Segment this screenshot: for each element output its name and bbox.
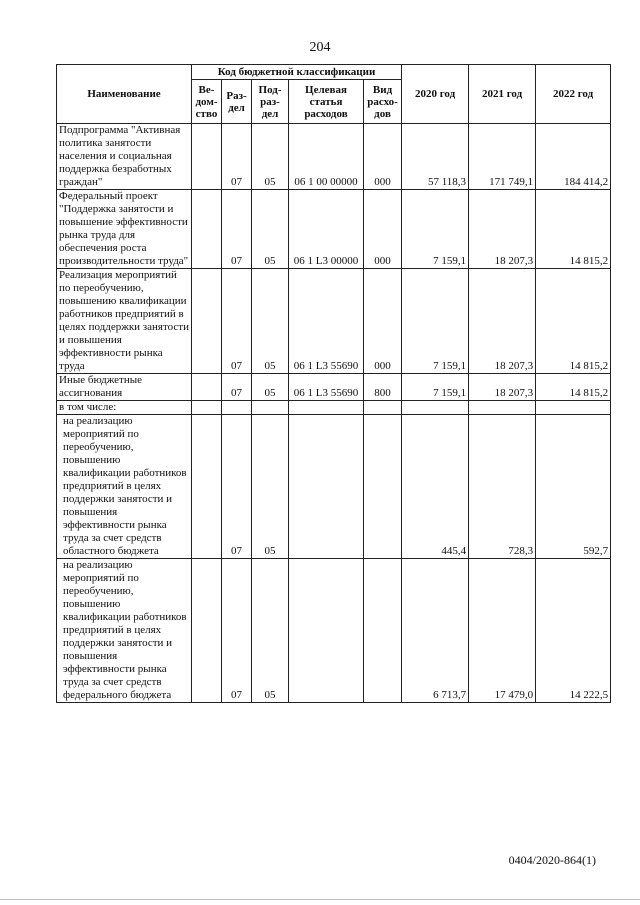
row-podrazdel: 05 — [252, 415, 289, 559]
row-vedomstvo — [192, 401, 222, 415]
row-2022: 14 815,2 — [536, 190, 611, 269]
budget-table — [56, 64, 611, 703]
row-2022: 14 815,2 — [536, 269, 611, 374]
row-podrazdel: 05 — [252, 269, 289, 374]
header-2020: 2020 год — [402, 65, 469, 124]
row-podrazdel — [252, 401, 289, 415]
row-celevaya — [289, 401, 364, 415]
row-vid: 000 — [364, 124, 402, 190]
row-name: Федеральный проект "Поддержка занятости и повышение эффективности рынка труда для обеспечения роста производительности труда" — [57, 190, 192, 269]
row-2020: 445,4 — [402, 415, 469, 559]
header-2021: 2021 год — [469, 65, 536, 124]
row-2021: 17 479,0 — [469, 559, 536, 703]
row-name: Иные бюджетные ассигнования — [57, 374, 192, 401]
row-podrazdel: 05 — [252, 559, 289, 703]
row-podrazdel: 05 — [252, 124, 289, 190]
row-razdel — [222, 401, 252, 415]
header-name: Наименование — [57, 65, 192, 124]
table-row — [57, 559, 611, 703]
row-2020: 7 159,1 — [402, 374, 469, 401]
row-2022: 14 815,2 — [536, 374, 611, 401]
row-vid — [364, 401, 402, 415]
table-row — [57, 415, 611, 559]
row-2020: 57 118,3 — [402, 124, 469, 190]
header-vedomstvo: Ве- дом- ство — [192, 80, 222, 124]
row-2022: 592,7 — [536, 415, 611, 559]
row-2021: 728,3 — [469, 415, 536, 559]
row-razdel: 07 — [222, 374, 252, 401]
row-2020: 7 159,1 — [402, 269, 469, 374]
table-row — [57, 374, 611, 401]
row-vid: 000 — [364, 190, 402, 269]
row-2020: 6 713,7 — [402, 559, 469, 703]
row-name: в том числе: — [57, 401, 192, 415]
row-2022: 184 414,2 — [536, 124, 611, 190]
row-vedomstvo — [192, 190, 222, 269]
header-2022: 2022 год — [536, 65, 611, 124]
table-row — [57, 190, 611, 269]
table-row — [57, 401, 611, 415]
header-code-group: Код бюджетной классификации — [192, 65, 402, 80]
row-name: Реализация мероприятий по переобучению, повышению квалификации работников предприятий в целях поддержки занятости и повышения эффективности рынка труда — [57, 269, 192, 374]
row-vedomstvo — [192, 374, 222, 401]
row-celevaya — [289, 415, 364, 559]
row-celevaya: 06 1 L3 55690 — [289, 374, 364, 401]
row-razdel: 07 — [222, 415, 252, 559]
header-podrazdel: Под- раз- дел — [252, 80, 289, 124]
row-2020: 7 159,1 — [402, 190, 469, 269]
page-bottom-divider — [0, 899, 640, 900]
row-name: на реализацию мероприятий по переобучению, повышению квалификации работников предприятий в целях поддержки занятости и повышения эффективности рынка труда за счет средств федерального бюджета — [57, 559, 192, 703]
row-2021: 18 207,3 — [469, 374, 536, 401]
row-2020 — [402, 401, 469, 415]
row-vedomstvo — [192, 415, 222, 559]
row-razdel: 07 — [222, 124, 252, 190]
row-vedomstvo — [192, 269, 222, 374]
table-row — [57, 124, 611, 190]
header-razdel: Раз- дел — [222, 80, 252, 124]
row-celevaya: 06 1 L3 00000 — [289, 190, 364, 269]
row-razdel: 07 — [222, 269, 252, 374]
row-celevaya: 06 1 00 00000 — [289, 124, 364, 190]
row-2021: 18 207,3 — [469, 269, 536, 374]
row-vedomstvo — [192, 559, 222, 703]
row-vedomstvo — [192, 124, 222, 190]
row-vid: 000 — [364, 269, 402, 374]
row-razdel: 07 — [222, 559, 252, 703]
row-podrazdel: 05 — [252, 374, 289, 401]
row-2022: 14 222,5 — [536, 559, 611, 703]
header-vid: Вид расхо- дов — [364, 80, 402, 124]
table-row — [57, 269, 611, 374]
row-name: на реализацию мероприятий по переобучению, повышению квалификации работников предприятий в целях поддержки занятости и повышения эффективности рынка труда за счет средств областного бюджета — [57, 415, 192, 559]
row-2021: 171 749,1 — [469, 124, 536, 190]
row-vid: 800 — [364, 374, 402, 401]
document-code: 0404/2020-864(1) — [508, 853, 596, 867]
row-vid — [364, 559, 402, 703]
row-celevaya — [289, 559, 364, 703]
row-2021 — [469, 401, 536, 415]
row-podrazdel: 05 — [252, 190, 289, 269]
row-celevaya: 06 1 L3 55690 — [289, 269, 364, 374]
page-number: 204 — [309, 40, 331, 55]
row-2021: 18 207,3 — [469, 190, 536, 269]
row-vid — [364, 415, 402, 559]
row-name: Подпрограмма "Активная политика занятости населения и социальная поддержка безработных граждан" — [57, 124, 192, 190]
row-razdel: 07 — [222, 190, 252, 269]
row-2022 — [536, 401, 611, 415]
header-celevaya: Целевая статья расходов — [289, 80, 364, 124]
